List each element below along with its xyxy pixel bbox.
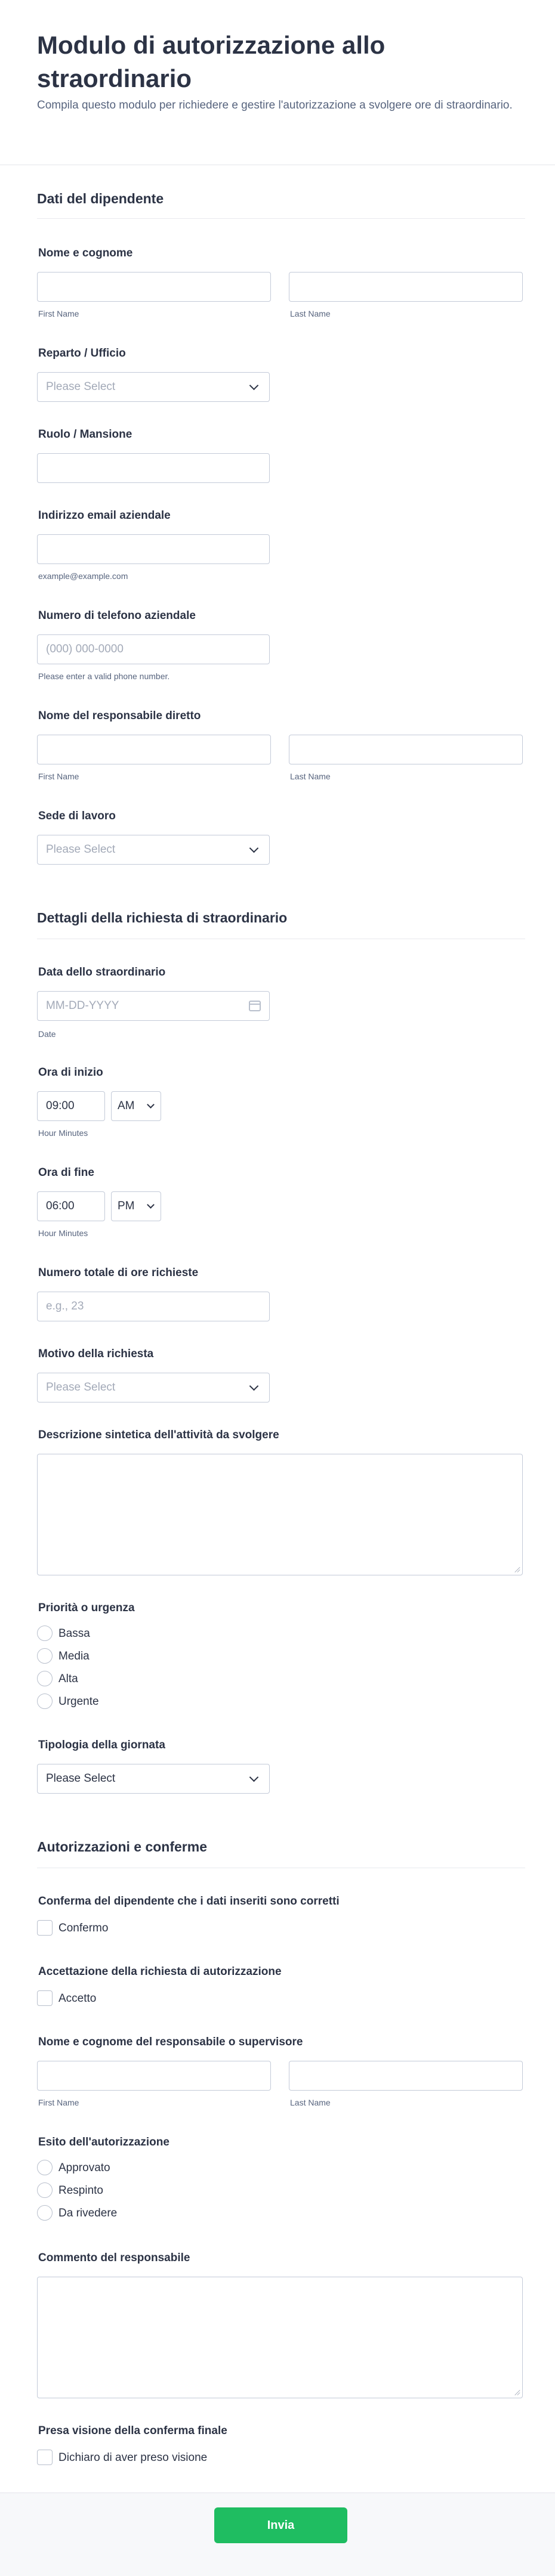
start-time-sublabel: Hour Minutes <box>38 1128 88 1138</box>
confirm-employee-option: Confermo <box>58 1922 109 1934</box>
final-ack-checkbox[interactable] <box>37 2450 53 2465</box>
email-sublabel: example@example.com <box>38 571 128 581</box>
end-time-label: Ora di fine <box>38 1166 94 1179</box>
location-label: Sede di lavoro <box>38 810 116 822</box>
first-name-input[interactable] <box>37 272 271 302</box>
department-select[interactable] <box>37 372 270 402</box>
section-divider <box>37 218 525 219</box>
reason-select-value: Please Select <box>46 1381 116 1394</box>
email-label: Indirizzo email aziendale <box>38 509 171 522</box>
start-time-input[interactable] <box>37 1091 105 1121</box>
hours-label: Numero totale di ore richieste <box>38 1267 199 1279</box>
start-ampm-select[interactable] <box>111 1091 161 1121</box>
manager-last-name-input[interactable] <box>289 735 523 764</box>
accept-request-label: Accettazione della richiesta di autorizzazione <box>38 1965 282 1978</box>
form-title: Modulo di autorizzazione allo straordinario <box>37 31 386 92</box>
date-placeholder: MM-DD-YYYY <box>46 999 119 1012</box>
date-input[interactable] <box>37 991 270 1021</box>
location-select[interactable] <box>37 835 270 865</box>
outcome-option-label: Respinto <box>58 2184 103 2197</box>
supervisor-first-sublabel: First Name <box>38 2098 79 2107</box>
comment-textarea[interactable] <box>37 2277 523 2398</box>
priority-option-label: Urgente <box>58 1695 99 1708</box>
outcome-radio-da-rivedere[interactable] <box>37 2205 53 2221</box>
location-select-value: Please Select <box>46 843 116 856</box>
hours-placeholder: e.g., 23 <box>46 1300 84 1312</box>
chevron-down-icon <box>249 1381 259 1391</box>
full-name-label: Nome e cognome <box>38 247 133 259</box>
date-sublabel: Date <box>38 1029 56 1039</box>
start-time-label: Ora di inizio <box>38 1066 103 1079</box>
priority-option-label: Media <box>58 1650 90 1662</box>
first-name-sublabel: First Name <box>38 309 79 318</box>
final-ack-label: Presa visione della conferma finale <box>38 2425 227 2437</box>
calendar-icon[interactable] <box>249 1001 261 1011</box>
end-ampm-select[interactable] <box>111 1191 161 1221</box>
priority-option-label: Bassa <box>58 1627 90 1640</box>
last-name-input[interactable] <box>289 272 523 302</box>
outcome-option-label: Approvato <box>58 2162 110 2174</box>
supervisor-last-sublabel: Last Name <box>290 2098 331 2107</box>
reason-select[interactable] <box>37 1373 270 1402</box>
manager-last-sublabel: Last Name <box>290 772 331 781</box>
day-type-select[interactable] <box>37 1764 270 1794</box>
priority-radio-alta[interactable] <box>37 1671 53 1686</box>
comment-label: Commento del responsabile <box>38 2252 190 2264</box>
end-ampm-value: PM <box>118 1200 135 1212</box>
outcome-radio-approvato[interactable] <box>37 2160 53 2175</box>
phone-input[interactable] <box>37 634 270 664</box>
manager-first-sublabel: First Name <box>38 772 79 781</box>
priority-label: Priorità o urgenza <box>38 1602 135 1614</box>
section-title-employee: Dati del dipendente <box>37 191 164 206</box>
form-subtitle: Compila questo modulo per richiedere e gestire l'autorizzazione a svolgere ore di straordinario. <box>37 99 513 112</box>
confirm-employee-checkbox[interactable] <box>37 1920 53 1936</box>
end-time-value: 06:00 <box>46 1200 75 1212</box>
manager-label: Nome del responsabile diretto <box>38 710 201 722</box>
resize-handle-icon[interactable] <box>514 2389 520 2395</box>
email-input[interactable] <box>37 534 270 564</box>
priority-radio-bassa[interactable] <box>37 1626 53 1641</box>
chevron-down-icon <box>249 380 259 390</box>
manager-first-name-input[interactable] <box>37 735 271 764</box>
supervisor-label: Nome e cognome del responsabile o supervisore <box>38 2036 303 2048</box>
priority-radio-urgente[interactable] <box>37 1693 53 1709</box>
phone-placeholder: (000) 000-0000 <box>46 643 124 655</box>
department-select-value: Please Select <box>46 380 116 393</box>
section-title-approvals: Autorizzazioni e conferme <box>37 1839 207 1854</box>
priority-option-label: Alta <box>58 1673 78 1685</box>
start-ampm-value: AM <box>118 1100 135 1112</box>
chevron-down-icon <box>147 1201 155 1209</box>
hours-input[interactable] <box>37 1292 270 1321</box>
last-name-sublabel: Last Name <box>290 309 331 318</box>
supervisor-last-name-input[interactable] <box>289 2061 523 2091</box>
department-label: Reparto / Ufficio <box>38 347 126 360</box>
supervisor-first-name-input[interactable] <box>37 2061 271 2091</box>
role-input[interactable] <box>37 453 270 483</box>
end-time-sublabel: Hour Minutes <box>38 1228 88 1238</box>
confirm-employee-label: Conferma del dipendente che i dati inseriti sono corretti <box>38 1895 340 1908</box>
description-textarea[interactable] <box>37 1454 523 1575</box>
start-time-value: 09:00 <box>46 1100 75 1112</box>
reason-label: Motivo della richiesta <box>38 1348 154 1360</box>
phone-sublabel: Please enter a valid phone number. <box>38 671 170 681</box>
day-type-select-value: Please Select <box>46 1772 116 1785</box>
role-label: Ruolo / Mansione <box>38 428 132 441</box>
outcome-option-label: Da rivedere <box>58 2207 118 2219</box>
section-title-request: Dettagli della richiesta di straordinario <box>37 910 288 925</box>
date-label: Data dello straordinario <box>38 966 166 979</box>
submit-button[interactable]: Invia <box>214 2507 347 2543</box>
final-ack-option: Dichiaro di aver preso visione <box>58 2451 208 2464</box>
priority-radio-media[interactable] <box>37 1648 53 1664</box>
accept-request-checkbox[interactable] <box>37 1990 53 2006</box>
chevron-down-icon <box>147 1101 155 1109</box>
outcome-label: Esito dell'autorizzazione <box>38 2136 169 2148</box>
phone-label: Numero di telefono aziendale <box>38 609 196 622</box>
description-label: Descrizione sintetica dell'attività da svolgere <box>38 1429 279 1441</box>
resize-handle-icon[interactable] <box>514 1566 520 1572</box>
chevron-down-icon <box>249 1772 259 1782</box>
outcome-radio-respinto[interactable] <box>37 2182 53 2198</box>
day-type-label: Tipologia della giornata <box>38 1739 165 1751</box>
chevron-down-icon <box>249 843 259 853</box>
accept-request-option: Accetto <box>58 1992 97 2005</box>
end-time-input[interactable] <box>37 1191 105 1221</box>
